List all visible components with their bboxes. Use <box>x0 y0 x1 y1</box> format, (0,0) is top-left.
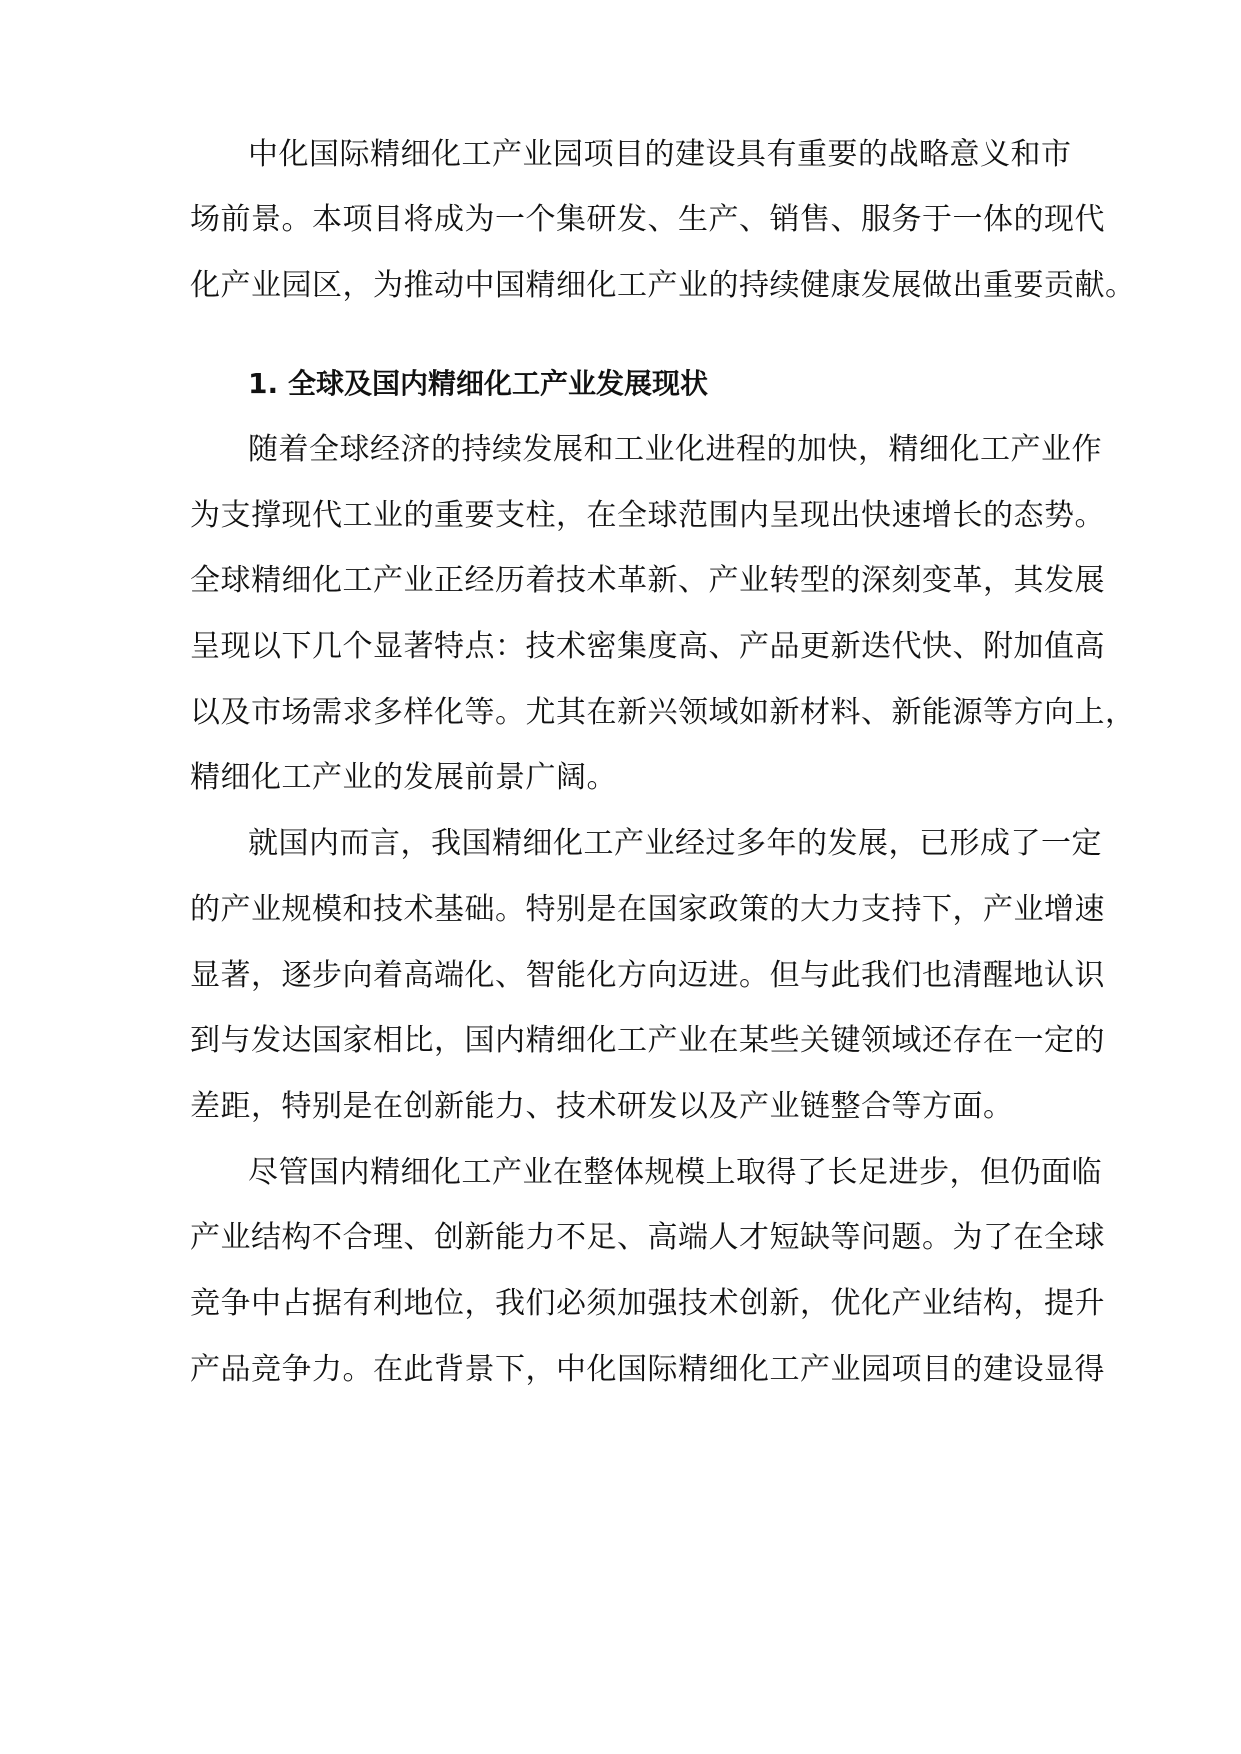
paragraph-4-line-3: 竞争中占据有利地位，我们必须加强技术创新，优化产业结构，提升 <box>190 1286 1105 1321</box>
section-heading-text: 全球及国内精细化工产业发展现状 <box>288 367 709 400</box>
paragraph-1-line-2: 场前景。本项目将成为一个集研发、生产、销售、服务于一体的现代 <box>190 202 1105 237</box>
paragraph-4-line-2: 产业结构不合理、创新能力不足、高端人才短缺等问题。为了在全球 <box>190 1220 1105 1255</box>
paragraph-3-line-3: 显著，逐步向着高端化、智能化方向迈进。但与此我们也清醒地认识 <box>190 958 1105 993</box>
paragraph-3-line-1: 就国内而言，我国精细化工产业经过多年的发展，已形成了一定 <box>248 826 1102 861</box>
paragraph-2-line-1: 随着全球经济的持续发展和工业化进程的加快，精细化工产业作 <box>248 432 1102 467</box>
paragraph-3-line-2: 的产业规模和技术基础。特别是在国家政策的大力支持下，产业增速 <box>190 892 1105 927</box>
paragraph-2-line-2: 为支撑现代工业的重要支柱，在全球范围内呈现出快速增长的态势。 <box>190 498 1105 533</box>
paragraph-4-line-4: 产品竞争力。在此背景下，中化国际精细化工产业园项目的建设显得 <box>190 1352 1105 1387</box>
section-heading <box>248 364 1060 404</box>
paragraph-3-line-5: 差距，特别是在创新能力、技术研发以及产业链整合等方面。 <box>190 1089 1014 1124</box>
paragraph-1-line-1: 中化国际精细化工产业园项目的建设具有重要的战略意义和市 <box>248 137 1072 172</box>
section-heading-number: 1. <box>248 367 279 400</box>
paragraph-2-line-4: 呈现以下几个显著特点：技术密集度高、产品更新迭代快、附加值高 <box>190 629 1105 664</box>
paragraph-4-line-1: 尽管国内精细化工产业在整体规模上取得了长足进步，但仍面临 <box>248 1155 1102 1190</box>
paragraph-3-line-4: 到与发达国家相比，国内精细化工产业在某些关键领域还存在一定的 <box>190 1023 1105 1058</box>
paragraph-2-line-5: 以及市场需求多样化等。尤其在新兴领域如新材料、新能源等方向上， <box>190 695 1136 730</box>
paragraph-2-line-6: 精细化工产业的发展前景广阔。 <box>190 760 617 795</box>
paragraph-2-line-3: 全球精细化工产业正经历着技术革新、产业转型的深刻变革，其发展 <box>190 563 1105 598</box>
paragraph-1-line-3: 化产业园区，为推动中国精细化工产业的持续健康发展做出重要贡献。 <box>190 268 1136 303</box>
